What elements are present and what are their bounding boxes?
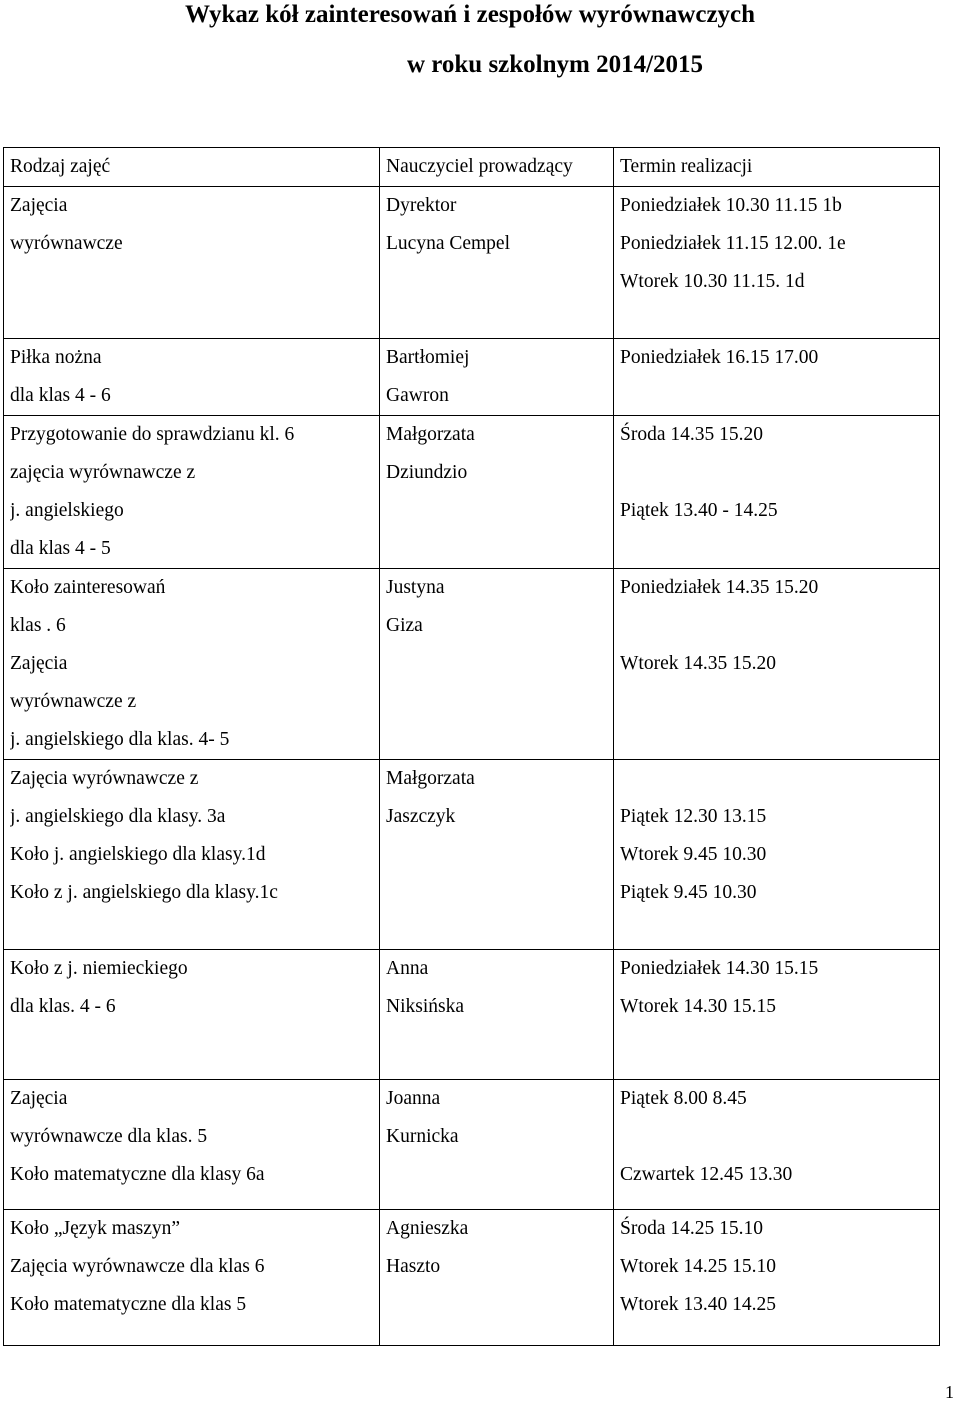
- cell-line: Piątek 12.30 13.15: [620, 806, 767, 827]
- table-row: [4, 569, 940, 760]
- cell-activity-type: [4, 187, 380, 339]
- cell-schedule: [614, 950, 940, 1080]
- cell-line: Małgorzata: [386, 768, 475, 789]
- cell-line: Justyna: [386, 577, 445, 598]
- cell-line: Poniedziałek 14.30 15.15: [620, 958, 819, 979]
- cell-line: zajęcia wyrównawcze z: [10, 462, 196, 483]
- cell-line: Koło z j. angielskiego dla klasy.1c: [10, 882, 278, 903]
- cell-line: Koło j. angielskiego dla klasy.1d: [10, 844, 266, 865]
- cell-line: Piątek 8.00 8.45: [620, 1088, 747, 1109]
- cell-line: Poniedziałek 11.15 12.00. 1e: [620, 233, 846, 254]
- cell-line: Zajęcia: [10, 1088, 68, 1109]
- cell-schedule: [614, 1080, 940, 1210]
- cell-line: Czwartek 12.45 13.30: [620, 1164, 793, 1185]
- header-label: Nauczyciel prowadzący: [386, 156, 573, 177]
- cell-line: [620, 760, 933, 798]
- cell-line: Niksińska: [386, 996, 464, 1017]
- header-cell-type: [4, 148, 380, 187]
- table-row: [4, 950, 940, 1080]
- cell-teacher: [380, 950, 614, 1080]
- cell-line: [620, 1118, 933, 1156]
- cell-activity-type: [4, 1080, 380, 1210]
- cell-line: Wtorek 14.35 15.20: [620, 653, 776, 674]
- cell-line: Wtorek 14.25 15.10: [620, 1256, 776, 1277]
- cell-teacher: [380, 416, 614, 569]
- cell-line: Lucyna Cempel: [386, 233, 510, 254]
- cell-line: Środa 14.35 15.20: [620, 424, 763, 445]
- cell-line: Bartłomiej: [386, 347, 470, 368]
- cell-activity-type: [4, 760, 380, 950]
- cell-line: Zajęcia wyrównawcze dla klas 6: [10, 1256, 265, 1277]
- table-row: [4, 187, 940, 339]
- cell-line: Poniedziałek 16.15 17.00: [620, 347, 819, 368]
- cell-line: j. angielskiego dla klas. 4- 5: [10, 729, 230, 750]
- cell-teacher: [380, 760, 614, 950]
- activities-table: [3, 147, 940, 1346]
- cell-line: [620, 454, 933, 492]
- cell-schedule: [614, 416, 940, 569]
- cell-line: Dyrektor: [386, 195, 457, 216]
- cell-line: Koło matematyczne dla klasy 6a: [10, 1164, 265, 1185]
- cell-line: Giza: [386, 615, 423, 636]
- document-title: Wykaz kół zainteresowań i zespołów wyrównawczych: [184, 1, 756, 28]
- header-label: Rodzaj zajęć: [10, 156, 111, 177]
- cell-teacher: [380, 339, 614, 416]
- cell-line: Koło z j. niemieckiego: [10, 958, 188, 979]
- cell-line: wyrównawcze: [10, 233, 123, 254]
- cell-line: Agnieszka: [386, 1218, 469, 1239]
- cell-line: Piłka nożna: [10, 347, 102, 368]
- cell-line: Kurnicka: [386, 1126, 459, 1147]
- header-row: [4, 148, 940, 187]
- cell-line: Koło „Język maszyn”: [10, 1218, 181, 1239]
- cell-line: Poniedziałek 14.35 15.20: [620, 577, 819, 598]
- cell-line: dla klas 4 - 5: [10, 538, 111, 559]
- cell-schedule: [614, 339, 940, 416]
- cell-line: Gawron: [386, 385, 449, 406]
- cell-line: wyrównawcze z: [10, 691, 137, 712]
- cell-line: Joanna: [386, 1088, 441, 1109]
- cell-line: wyrównawcze dla klas. 5: [10, 1126, 208, 1147]
- cell-activity-type: [4, 339, 380, 416]
- cell-line: Małgorzata: [386, 424, 475, 445]
- cell-line: Zajęcia: [10, 195, 68, 216]
- cell-schedule: [614, 569, 940, 760]
- cell-line: j. angielskiego dla klasy. 3a: [10, 806, 226, 827]
- cell-line: Poniedziałek 10.30 11.15 1b: [620, 195, 842, 216]
- cell-line: Dziundzio: [386, 462, 468, 483]
- header-cell-schedule: [614, 148, 940, 187]
- cell-teacher: [380, 569, 614, 760]
- table-row: [4, 1080, 940, 1210]
- cell-line: dla klas. 4 - 6: [10, 996, 116, 1017]
- table-row: [4, 760, 940, 950]
- cell-line: Wtorek 9.45 10.30: [620, 844, 767, 865]
- table-row: [4, 1210, 940, 1346]
- cell-line: j. angielskiego: [10, 500, 124, 521]
- table-row: [4, 339, 940, 416]
- cell-schedule: [614, 187, 940, 339]
- cell-line: dla klas 4 - 6: [10, 385, 111, 406]
- cell-line: Wtorek 10.30 11.15. 1d: [620, 271, 805, 292]
- cell-activity-type: [4, 569, 380, 760]
- cell-line: Wtorek 14.30 15.15: [620, 996, 776, 1017]
- cell-line: Koło zainteresowań: [10, 577, 166, 598]
- cell-activity-type: [4, 416, 380, 569]
- cell-line: Piątek 9.45 10.30: [620, 882, 757, 903]
- cell-line: Anna: [386, 958, 429, 979]
- cell-line: Jaszczyk: [386, 806, 456, 827]
- document-subtitle: w roku szkolnym 2014/2015: [406, 51, 704, 78]
- cell-schedule: [614, 760, 940, 950]
- cell-line: Zajęcia: [10, 653, 68, 674]
- cell-line: Piątek 13.40 - 14.25: [620, 500, 778, 521]
- header-label: Termin realizacji: [620, 156, 753, 177]
- header-cell-teacher: [380, 148, 614, 187]
- cell-line: [620, 607, 933, 645]
- cell-line: Koło matematyczne dla klas 5: [10, 1294, 247, 1315]
- cell-line: Przygotowanie do sprawdzianu kl. 6: [10, 424, 295, 445]
- cell-line: Wtorek 13.40 14.25: [620, 1294, 776, 1315]
- cell-activity-type: [4, 950, 380, 1080]
- cell-teacher: [380, 187, 614, 339]
- page-number: 1: [945, 1382, 954, 1402]
- cell-line: Zajęcia wyrównawcze z: [10, 768, 199, 789]
- cell-line: Środa 14.25 15.10: [620, 1218, 763, 1239]
- cell-teacher: [380, 1080, 614, 1210]
- cell-line: Haszto: [386, 1256, 441, 1277]
- cell-line: klas . 6: [10, 615, 66, 636]
- table-body: [4, 148, 940, 1346]
- table-row: [4, 416, 940, 569]
- cell-schedule: [614, 1210, 940, 1346]
- cell-teacher: [380, 1210, 614, 1346]
- cell-activity-type: [4, 1210, 380, 1346]
